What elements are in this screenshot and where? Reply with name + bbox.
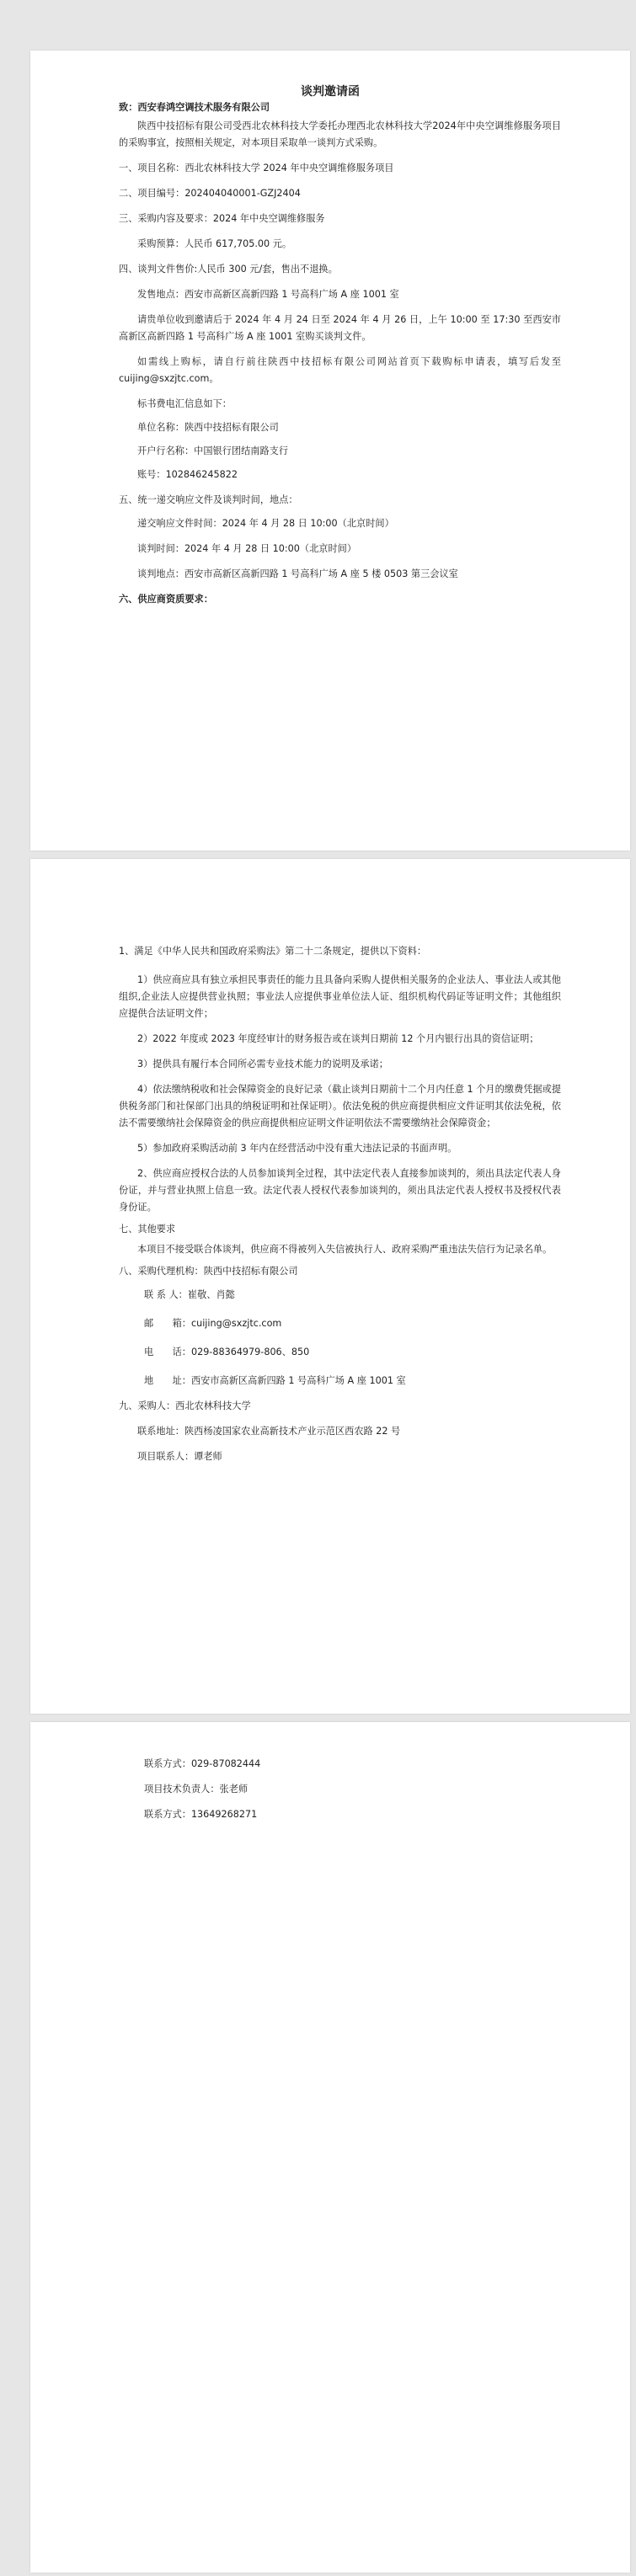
- requirement-2: 2、供应商应授权合法的人员参加谈判全过程，其中法定代表人直接参加谈判的，须出具法定代表人身份证，并与营业执照上信息一致。法定代表人授权代表参加谈判的，须出具法定代表人授权书及授权代表身份证。: [119, 1168, 561, 1213]
- item-7: 七、其他要求: [119, 1224, 176, 1235]
- requirement-1-1: 1）供应商应具有独立承担民事责任的能力且具备向采购人提供相关服务的企业法人、事业法人或其他组织,企业法人应提供营业执照；事业法人应提供事业单位法人证、组织机构代码证等证明文件；其他组织应提供合法证明文件；: [119, 974, 561, 1019]
- sale-place-line: 发售地点：西安市高新区高新四路 1 号高科广场 A 座 1001 室: [137, 289, 399, 300]
- document-title: 谈判邀请函: [301, 85, 360, 99]
- recipient-line: 致：西安春鸿空调技术服务有限公司: [119, 102, 270, 113]
- agent-address-label: 地 址：: [144, 1375, 191, 1386]
- negotiation-time-line: 谈判时间：2024 年 4 月 28 日 10:00（北京时间）: [137, 543, 357, 554]
- agent-contact-row: [119, 1287, 561, 1304]
- page2-content: [119, 943, 561, 1465]
- other-requirements: 本项目不接受联合体谈判，供应商不得被列入失信被执行人、政府采购严重违法失信行为记录名单。: [137, 1244, 553, 1255]
- requirement-1-2: 2）2022 年度或 2023 年度经审计的财务报告或在谈判日期前 12 个月内银行出具的资信证明；: [137, 1033, 539, 1044]
- requirement-1-5: 5）参加政府采购活动前 3 年内在经营活动中没有重大违法记录的书面声明。: [137, 1143, 457, 1154]
- agent-phone-row: [119, 1344, 561, 1361]
- agent-contact-value: 崔敬、肖懿: [187, 1289, 235, 1300]
- item-1: 一、项目名称：西北农林科技大学 2024 年中央空调维修服务项目: [119, 163, 394, 173]
- agent-email-label: 邮 箱：: [144, 1318, 191, 1329]
- page3-content: [144, 1756, 586, 1823]
- budget-line: 采购预算：人民币 617,705.00 元。: [137, 238, 292, 249]
- requirement-1-4: 4）依法缴纳税收和社会保障资金的良好记录（截止谈判日期前十二个月内任意 1 个月的缴费凭据或提供税务部门和社保部门出具的纳税证明和社保证明）。依法免税的供应商提供相应文件证明其依法免税，依法不需要缴纳社会保障资金的供应商提供相应证明文件证明依法不需要缴纳社会保障资金；: [119, 1084, 561, 1128]
- deadline-line: 递交响应文件时间：2024 年 4 月 28 日 10:00（北京时间）: [137, 518, 394, 529]
- agent-contact-label: 联 系 人：: [144, 1289, 188, 1300]
- item-9: 九、采购人：西北农林科技大学: [119, 1400, 251, 1411]
- agent-phone-value: 029-88364979-806、850: [190, 1347, 310, 1357]
- buyer-phone-1: 联系方式：029-87082444: [144, 1758, 261, 1769]
- intro-paragraph: 陕西中技招标有限公司受西北农林科技大学委托办理西北农林科技大学2024年中央空调维修服务项目的采购事宜，按照相关规定，对本项目采取单一谈判方式采购。: [119, 120, 561, 148]
- bank-name-line: 开户行名称：中国银行团结南路支行: [137, 445, 289, 456]
- document-page-3: [30, 1722, 630, 2573]
- negotiation-place-line: 谈判地点：西安市高新区高新四路 1 号高科广场 A 座 5 楼 0503 第三会议室: [137, 568, 458, 579]
- buyer-phone-2: 联系方式：13649268271: [144, 1809, 258, 1820]
- page1-content: [119, 99, 561, 608]
- agent-address-row: [119, 1373, 561, 1389]
- item-2: 二、项目编号：202404040001-GZJ2404: [119, 188, 301, 199]
- bank-unit-line: 单位名称：陕西中技招标有限公司: [137, 422, 279, 433]
- agent-address-value: 西安市高新区高新四路 1 号高科广场 A 座 1001 室: [190, 1375, 406, 1386]
- online-purchase-paragraph: 如需线上购标，请自行前往陕西中技招标有限公司网站首页下载购标申请表，填写后发至 cuijing@sxzjtc.com。: [119, 356, 561, 384]
- document-page-1: [30, 51, 630, 851]
- item-8: 八、采购代理机构：陕西中技招标有限公司: [119, 1266, 298, 1277]
- purchase-paragraph: 请贵单位收到邀请后于 2024 年 4 月 24 日至 2024 年 4 月 26 日，上午 10:00 至 17:30 至西安市高新区高新四路 1 号高科广场 A 座 1001 室购买谈判文件。: [119, 314, 561, 342]
- tech-lead-line: 项目技术负责人：张老师: [144, 1784, 249, 1795]
- item-5: 五、统一递交响应文件及谈判时间，地点：: [119, 494, 298, 505]
- item-4: 四、谈判文件售价:人民币 300 元/套，售出不退换。: [119, 264, 338, 275]
- item-6: 六、供应商资质要求：: [119, 594, 213, 605]
- document-page-2: [30, 859, 630, 1714]
- item-3: 三、采购内容及要求：2024 年中央空调维修服务: [119, 213, 325, 224]
- agent-email-value: cuijing@sxzjtc.com: [190, 1318, 282, 1329]
- agent-phone-label: 电 话：: [144, 1347, 191, 1357]
- buyer-address-line: 联系地址：陕西杨凌国家农业高新技术产业示范区西农路 22 号: [137, 1426, 401, 1437]
- bank-info-title: 标书费电汇信息如下：: [137, 398, 232, 409]
- requirement-1-3: 3）提供具有履行本合同所必需专业技术能力的说明及承诺；: [137, 1059, 388, 1069]
- requirement-1: 1、满足《中华人民共和国政府采购法》第二十二条规定，提供以下资料：: [119, 946, 427, 957]
- bank-account-line: 账号：102846245822: [137, 469, 238, 480]
- buyer-contact-line: 项目联系人：谭老师: [137, 1451, 222, 1462]
- agent-email-row: [119, 1315, 561, 1332]
